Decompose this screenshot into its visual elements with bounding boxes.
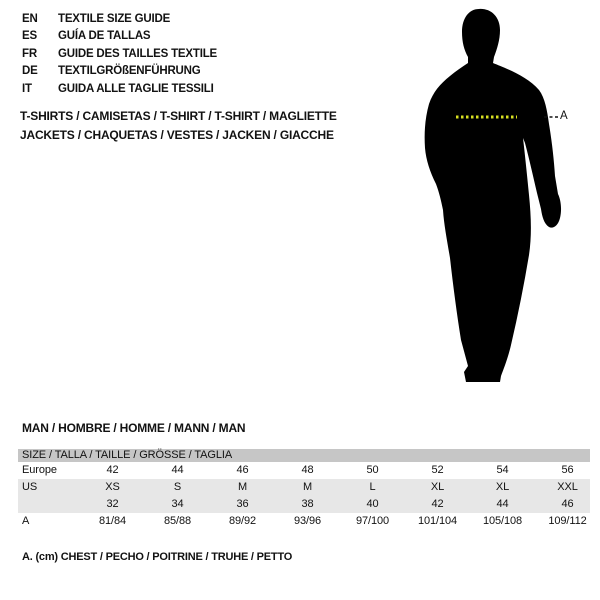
table-cell: 38	[301, 498, 314, 510]
table-cell: 46	[236, 464, 249, 476]
man-silhouette	[425, 9, 561, 382]
table-row-europe	[18, 462, 590, 479]
table-cell: 52	[431, 464, 444, 476]
table-cell: 89/92	[228, 515, 257, 527]
language-row-it	[22, 83, 217, 100]
garment-categories	[20, 107, 337, 145]
measurement-label-a: A	[560, 110, 568, 122]
language-label: GUÍA DE TALLAS	[58, 30, 151, 43]
row-label: US	[22, 481, 38, 493]
language-label: GUIDE DES TAILLES TEXTILE	[58, 47, 217, 60]
table-cell: M	[237, 481, 248, 493]
table-cell: 54	[496, 464, 509, 476]
table-cell: XL	[495, 481, 510, 493]
language-code: FR	[22, 47, 37, 60]
table-cell: 81/84	[98, 515, 127, 527]
language-code: EN	[22, 13, 38, 25]
table-cell: 50	[366, 464, 379, 476]
language-label: GUIDA ALLE TAGLIE TESSILI	[58, 82, 214, 95]
language-row-fr	[22, 48, 217, 65]
row-label	[18, 496, 80, 513]
table-cell: 42	[106, 464, 119, 476]
table-cell: S	[173, 481, 182, 493]
table-cell: 56	[561, 464, 574, 476]
language-row-de	[22, 65, 217, 82]
man-silhouette-figure	[405, 0, 575, 392]
language-code: DE	[22, 65, 38, 78]
table-cell: 44	[171, 464, 184, 476]
table-cell: 109/112	[548, 515, 587, 527]
table-row-us	[18, 479, 590, 496]
table-cell: XS	[105, 481, 120, 493]
table-cell: 44	[496, 498, 509, 510]
table-cell: 34	[171, 498, 184, 510]
measurement-footnote: A. (cm) CHEST / PECHO / POITRINE / TRUHE / PETTO	[22, 551, 293, 563]
table-cell: L	[369, 481, 376, 493]
table-cell: 101/104	[417, 515, 458, 527]
table-cell: M	[302, 481, 313, 493]
language-code: ES	[22, 30, 37, 43]
table-cell: 42	[431, 498, 444, 510]
language-row-es	[22, 30, 217, 47]
table-row-chest-a	[18, 513, 590, 530]
size-table	[18, 449, 590, 530]
category-tshirts: T-SHIRTS / CAMISETAS / T-SHIRT / T-SHIRT / MAGLIETTE	[20, 109, 337, 123]
table-cell: 97/100	[355, 515, 390, 527]
language-label: TEXTILE SIZE GUIDE	[58, 13, 171, 25]
category-jackets: JACKETS / CHAQUETAS / VESTES / JACKEN / GIACCHE	[20, 128, 334, 142]
table-cell: 93/96	[293, 515, 322, 527]
language-label: TEXTILGRÖßENFÜHRUNG	[58, 65, 201, 78]
size-table-header: SIZE / TALLA / TAILLE / GRÖSSE / TAGLIA	[18, 449, 590, 462]
row-label: Europe	[22, 464, 57, 476]
table-cell: 36	[236, 498, 249, 510]
table-cell: 48	[301, 464, 314, 476]
table-cell: 40	[366, 498, 379, 510]
table-cell: 105/108	[482, 515, 523, 527]
language-list	[22, 13, 217, 100]
table-cell: 32	[106, 498, 119, 510]
man-silhouette-svg	[405, 0, 575, 392]
table-cell: XL	[430, 481, 445, 493]
language-row-en	[22, 13, 217, 30]
language-code: IT	[22, 82, 32, 95]
table-cell: 46	[561, 498, 574, 510]
section-title-man: MAN / HOMBRE / HOMME / MANN / MAN	[22, 421, 246, 435]
table-row-numeric	[18, 496, 590, 513]
row-label: A	[22, 515, 30, 527]
table-cell: 85/88	[163, 515, 192, 527]
table-cell: XXL	[557, 481, 578, 493]
